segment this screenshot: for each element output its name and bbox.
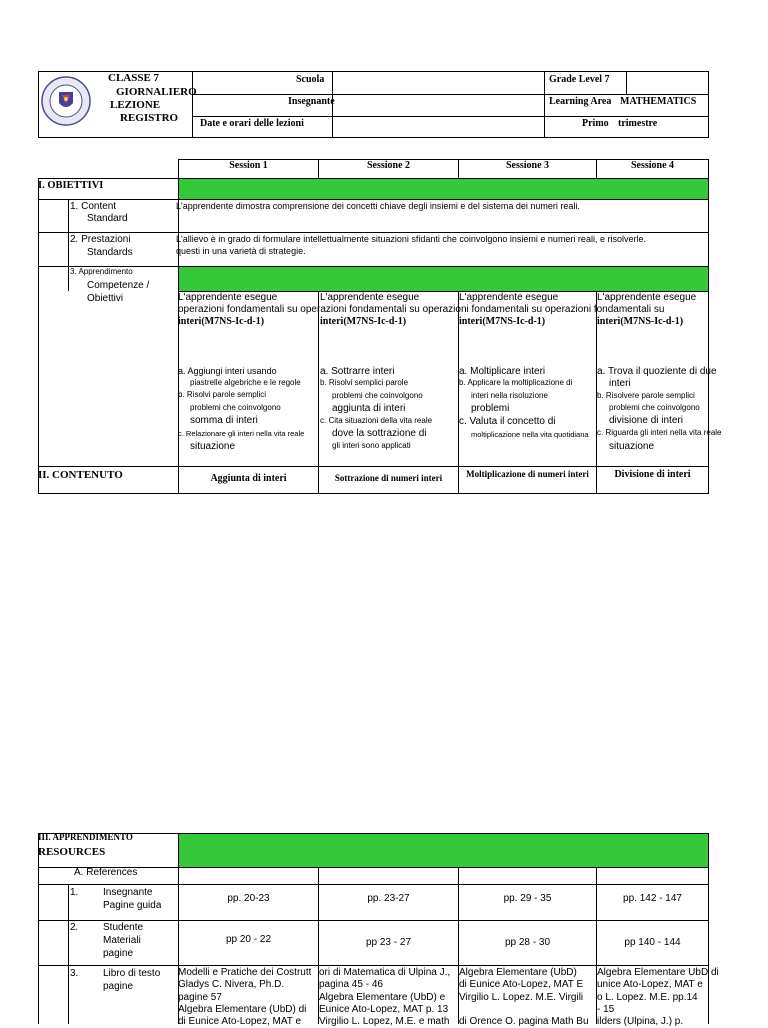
quarter-label: Primo: [582, 118, 609, 129]
competency-2-code: interi(M7NS-Ic-d-1): [320, 316, 407, 327]
textbook-col2-line5: Virgilio L. Lopez, M.E. e math: [319, 1016, 450, 1027]
learning-competency-label-1: 3. Apprendimento: [70, 267, 133, 276]
textbook-col3-line4: di Orence O. pagina Math Bu: [459, 1016, 589, 1027]
content-topic-1: Aggiunta di interi: [210, 473, 287, 484]
s3-objective-a: a. Moltiplicare interi: [459, 366, 546, 377]
student-materials-number: 2.: [70, 922, 79, 933]
textbook-label-1: Libro di testo: [103, 968, 161, 979]
s4-objective-c: c. Riguarda gli interi nella vita reale: [597, 428, 722, 437]
competency-4-line1: L'apprendente esegue: [597, 292, 697, 303]
resources-green-band: [179, 834, 708, 867]
resources-heading-1: III. APPRENDIMENTO: [38, 832, 133, 842]
class-title-line3: LEZIONE: [110, 99, 161, 111]
grade-level-label: Grade Level 7: [549, 74, 610, 85]
content-standard-label-2: Standard: [87, 213, 128, 224]
textbook-col4-line1: Algebra Elementare UbD di: [597, 967, 719, 978]
competency-3-line1: L'apprendente esegue: [459, 292, 559, 303]
textbook-col4-line3: o L. Lopez. M.E. pp.14: [597, 992, 698, 1003]
student-pages-1: pp 20 - 22: [225, 934, 272, 945]
learning-competency-label-3: Obiettivi: [87, 293, 124, 304]
teacher-label: Insegnante: [288, 96, 335, 107]
references-label: A. References: [74, 867, 138, 878]
textbook-col1-line2: Gladys C. Nivera, Ph.D.: [178, 979, 285, 990]
s3-objective-b-2: interi nella risoluzione: [471, 391, 548, 400]
learning-area-value: MATHEMATICS: [620, 96, 697, 107]
textbook-label-2: pagine: [103, 981, 134, 992]
content-topic-4: Divisione di interi: [614, 469, 691, 480]
dates-label: Date e orari delle lezioni: [200, 118, 304, 129]
s1-objective-c: c. Relazionare gli interi nella vita reale: [178, 429, 305, 438]
competency-3-code: interi(M7NS-Ic-d-1): [459, 316, 546, 327]
session-header-4: Sessione 4: [630, 160, 675, 171]
session-header-2: Sessione 2: [366, 160, 411, 171]
competency-1-line1: L'apprendente esegue: [178, 292, 278, 303]
competencies-green-band: [179, 267, 708, 291]
s1-objective-b-3: somma di interi: [190, 415, 258, 426]
content-heading: II. CONTENUTO: [38, 469, 123, 481]
teacher-guide-pages-1: pp. 20-23: [227, 893, 270, 904]
textbook-col2-line1: ori di Matematica di Ulpina J.,: [319, 967, 451, 978]
s3-objective-b: b. Applicare la moltiplicazione di: [459, 378, 573, 387]
s1-objective-a: a. Aggiungi interi usando: [178, 366, 277, 376]
student-pages-2: pp 23 - 27: [365, 937, 412, 948]
textbook-col3-line3: Virgilio L. Lopez. M.E. Virgili: [459, 992, 584, 1003]
s3-objective-b-3: problemi: [471, 403, 510, 414]
learning-competency-label-2: Competenze /: [87, 280, 150, 291]
s4-objective-a-2: interi: [609, 378, 631, 389]
s1-objective-c-2: situazione: [190, 441, 236, 452]
performance-standard-label-2: Standards: [87, 247, 133, 258]
student-materials-label-2: Materiali: [103, 935, 141, 946]
school-label: Scuola: [296, 74, 325, 85]
teacher-guide-pages-4: pp. 142 - 147: [623, 893, 682, 904]
textbook-col2-line3: Algebra Elementare (UbD) e: [319, 992, 446, 1003]
textbook-col1-line3: pagine 57: [178, 992, 222, 1003]
student-materials-label-1: Studente: [103, 922, 144, 933]
class-title-line4: REGISTRO: [120, 112, 179, 124]
textbook-col4-line4: - 15: [597, 1004, 615, 1015]
s2-objective-c-3: gli interi sono applicati: [332, 441, 411, 450]
textbook-col4-line2: unice Ato-Lopez, MAT e: [597, 979, 703, 990]
s4-objective-b-2: problemi che coinvolgono: [609, 403, 700, 412]
s2-objective-b: b. Risolvi semplici parole: [320, 378, 409, 387]
student-materials-label-3: pagine: [103, 948, 134, 959]
s4-objective-a: a. Trova il quoziente di due: [597, 366, 717, 377]
content-topic-2: Sottrazione di numeri interi: [334, 473, 443, 483]
resources-heading-2: RESOURCES: [38, 846, 106, 858]
s1-objective-a-2: piastrelle algebriche e le regole: [190, 378, 301, 387]
performance-standard-text-1: L'allievo è in grado di formulare intellettualmente situazioni sfidanti che coinvolgono insiemi e numeri reali, e risolverle.: [176, 234, 646, 244]
s2-objective-b-2: problemi che coinvolgono: [332, 391, 423, 400]
s4-objective-c-2: situazione: [609, 441, 655, 452]
s1-objective-b-2: problemi che coinvolgono: [190, 403, 281, 412]
competency-1-code: interi(M7NS-Ic-d-1): [178, 316, 265, 327]
competency-2-line1: L'apprendente esegue: [320, 292, 420, 303]
content-standard-text: L'apprendente dimostra comprensione dei concetti chiave degli insiemi e del sistema dei numeri reali.: [176, 201, 580, 211]
learning-area-label: Learning Area: [549, 96, 612, 107]
teacher-guide-number: 1.: [70, 887, 79, 898]
textbook-col1-line1: Modelli e Pratiche dei Costrutt: [178, 967, 312, 978]
content-standard-label-1: 1. Content: [70, 201, 117, 212]
class-title-line1: CLASSE 7: [108, 72, 160, 84]
competency-4-code: interi(M7NS-Ic-d-1): [597, 316, 684, 327]
s3-objective-c: c. Valuta il concetto di: [459, 416, 556, 427]
textbook-col2-line4: Eunice Ato-Lopez, MAT p. 13: [319, 1004, 449, 1015]
textbook-col1-line5: di Eunice Ato-Lopez, MAT e: [178, 1016, 302, 1027]
teacher-guide-label-2: Pagine guida: [103, 900, 162, 911]
content-topic-3: Moltiplicazione di numeri interi: [466, 469, 589, 479]
session-header-3: Sessione 3: [505, 160, 550, 171]
textbook-col2-line2: pagina 45 - 46: [319, 979, 383, 990]
objectives-green-band: [179, 179, 708, 199]
s1-objective-b: b. Risolvi parole semplici: [178, 390, 267, 399]
textbook-col3-line1: Algebra Elementare (UbD): [459, 967, 577, 978]
s3-objective-c-2: moltiplicazione nella vita quotidiana: [471, 430, 589, 439]
s2-objective-a: a. Sottrarre interi: [320, 366, 395, 377]
teacher-guide-label-1: Insegnante: [103, 887, 153, 898]
s2-objective-b-3: aggiunta di interi: [332, 403, 406, 414]
s4-objective-b: b. Risolvere parole semplici: [597, 391, 695, 400]
competency-line2: operazioni fondamentali su operazioni fondamentali su operazioni fondamentali su operazioni fondamentali su: [178, 304, 665, 315]
performance-standard-label-1: 2. Prestazioni: [70, 234, 131, 245]
teacher-guide-pages-3: pp. 29 - 35: [503, 893, 552, 904]
s4-objective-b-3: divisione di interi: [609, 415, 683, 426]
teacher-guide-pages-2: pp. 23-27: [367, 893, 410, 904]
student-pages-4: pp 140 - 144: [624, 937, 681, 948]
textbook-col4-line5: ilders (Ulpina, J.) p.: [597, 1016, 684, 1027]
class-title-line2: GIORNALIERO: [116, 86, 197, 98]
textbook-number: 3.: [70, 968, 79, 979]
textbook-col1-line4: Algebra Elementare (UbD) di: [178, 1004, 307, 1015]
student-pages-3: pp 28 - 30: [504, 937, 551, 948]
s2-objective-c: c. Cita situazioni della vita reale: [320, 416, 433, 425]
objectives-heading: I. OBIETTIVI: [38, 180, 104, 191]
quarter-value: trimestre: [618, 118, 658, 129]
session-header-1: Session 1: [229, 160, 268, 171]
s2-objective-c-2: dove la sottrazione di: [332, 428, 427, 439]
deped-seal-logo: [41, 73, 91, 129]
performance-standard-text-2: questi in una varietà di strategie.: [176, 246, 306, 256]
textbook-col3-line2: di Eunice Ato-Lopez, MAT E: [459, 979, 584, 990]
